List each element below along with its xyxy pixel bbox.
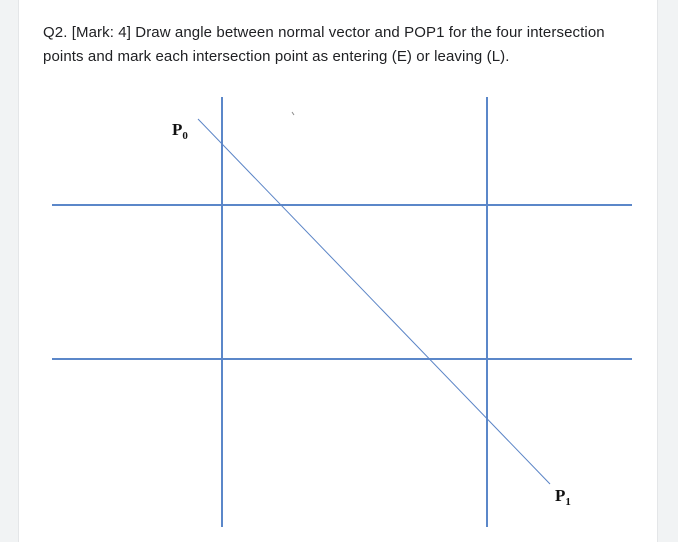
stray-mark [292,112,294,115]
question-text: Q2. [Mark: 4] Draw angle between normal vector and POP1 for the four intersection points and mark each intersection point as entering (E) or leaving (L). [43,24,605,65]
p1-label: $P_1$ [555,486,571,508]
p0-label: $P_0$ [172,120,188,142]
p0-subscript: 0 [182,130,188,142]
p1-subscript: 1 [565,496,571,508]
segment-p0-p1 [198,119,550,484]
